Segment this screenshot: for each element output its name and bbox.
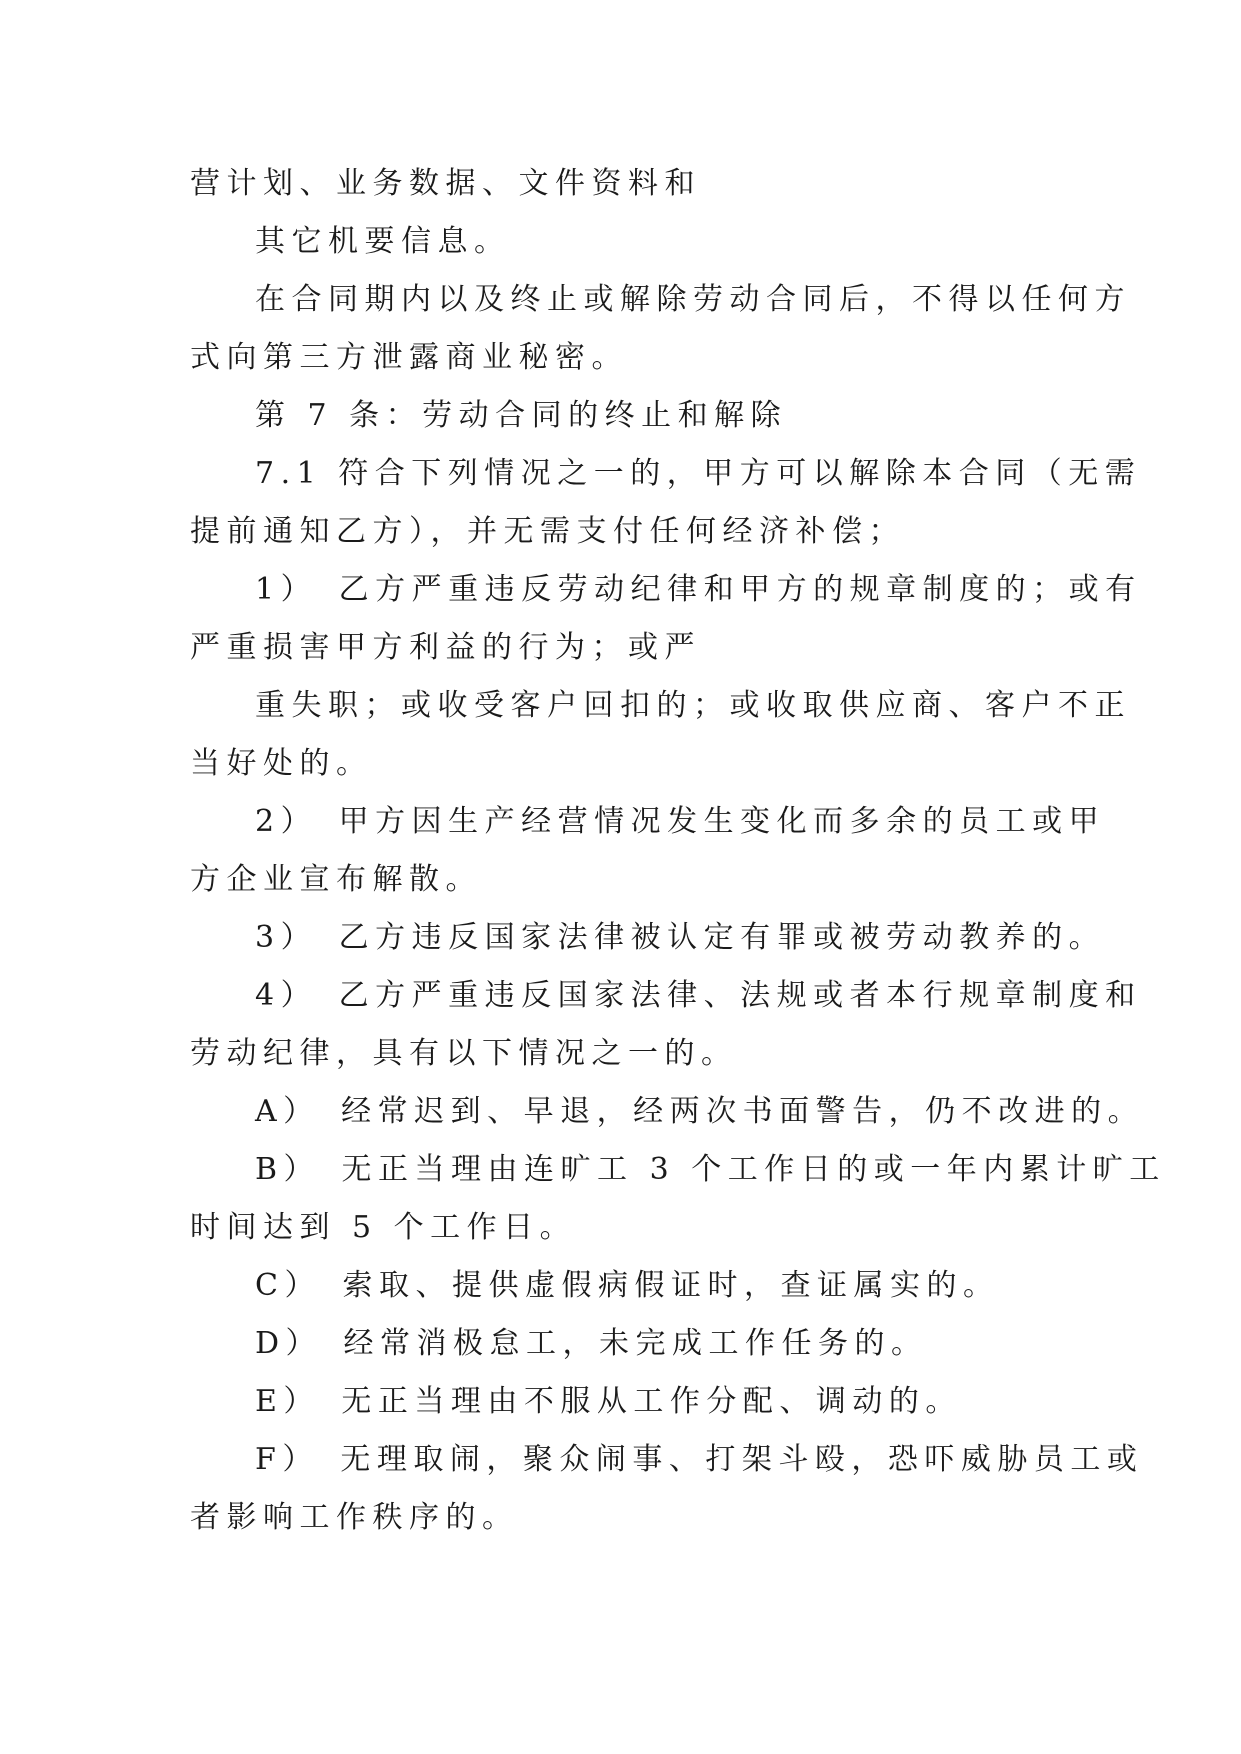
text-line: 3） 乙方违反国家法律被认定有罪或被劳动教养的。 <box>255 920 1106 955</box>
text-line: F） 无理取闹，聚众闹事、打架斗殴，恐吓威胁员工或 <box>255 1442 1144 1477</box>
text-line: 时间达到 5 个工作日。 <box>190 1210 577 1245</box>
text-line: 在合同期内以及终止或解除劳动合同后，不得以任何方 <box>255 282 1131 317</box>
text-line: 者影响工作秩序的。 <box>190 1500 519 1535</box>
text-line: 4） 乙方严重违反国家法律、法规或者本行规章制度和 <box>255 978 1142 1013</box>
text-line: 2） 甲方因生产经营情况发生变化而多余的员工或甲 <box>255 804 1106 839</box>
text-line: E） 无正当理由不服从工作分配、调动的。 <box>255 1384 962 1419</box>
text-line: 式向第三方泄露商业秘密。 <box>190 340 628 375</box>
text-line: 营计划、业务数据、文件资料和 <box>190 166 701 201</box>
text-line: 当好处的。 <box>190 746 373 781</box>
text-line: 7.1 符合下列情况之一的，甲方可以解除本合同（无需 <box>255 456 1142 491</box>
text-line: 1） 乙方严重违反劳动纪律和甲方的规章制度的；或有 <box>255 572 1142 607</box>
text-line: B） 无正当理由连旷工 3 个工作日的或一年内累计旷工 <box>255 1152 1166 1187</box>
text-line: A） 经常迟到、早退，经两次书面警告，仍不改进的。 <box>255 1094 1145 1129</box>
text-line: 劳动纪律，具有以下情况之一的。 <box>190 1036 738 1071</box>
text-line: 严重损害甲方利益的行为；或严 <box>190 630 701 665</box>
text-line: 其它机要信息。 <box>255 224 511 259</box>
text-line: 方企业宣布解散。 <box>190 862 482 897</box>
text-line: D） 经常消极怠工，未完成工作任务的。 <box>255 1326 928 1361</box>
text-line: 重失职；或收受客户回扣的；或收取供应商、客户不正 <box>255 688 1131 723</box>
section-heading: 第 7 条：劳动合同的终止和解除 <box>255 398 788 433</box>
text-line: C） 索取、提供虚假病假证时，查证属实的。 <box>255 1268 1000 1303</box>
text-line: 提前通知乙方），并无需支付任何经济补偿； <box>190 514 905 549</box>
